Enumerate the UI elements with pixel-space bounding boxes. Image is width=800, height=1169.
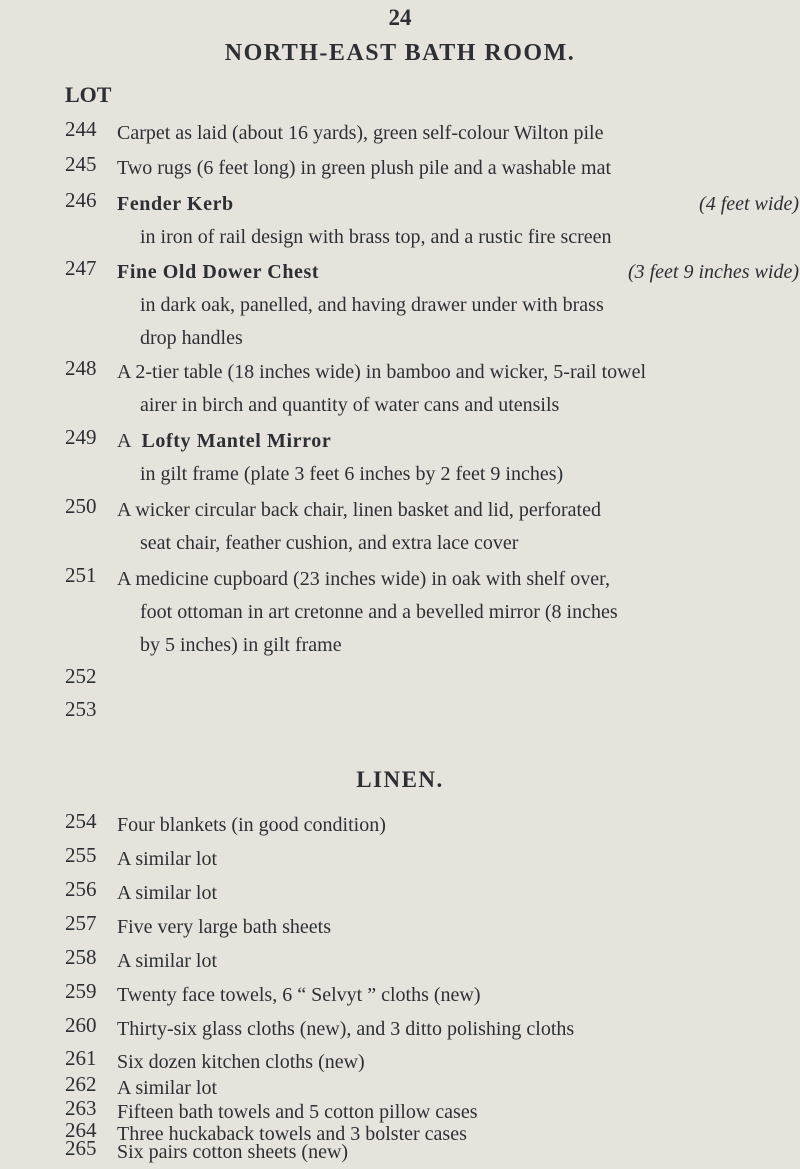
lot-description: Thirty-six glass cloths (new), and 3 ditto polishing cloths bbox=[117, 1018, 575, 1040]
lot-number: 247 bbox=[65, 256, 97, 280]
lot-description: Three huckaback towels and 3 bolster cases bbox=[117, 1123, 467, 1145]
description-line: foot ottoman in art cretonne and a bevelled mirror (8 inches bbox=[140, 601, 618, 623]
description-line: in gilt frame (plate 3 feet 6 inches by 2 feet 9 inches) bbox=[140, 463, 564, 485]
lot-number: 263 bbox=[65, 1096, 97, 1120]
lot-description bbox=[117, 425, 799, 491]
lot-description: A similar lot bbox=[117, 950, 217, 972]
lot-description: A similar lot bbox=[117, 848, 217, 870]
lot-dimensions: (4 feet wide) bbox=[699, 193, 799, 215]
description-line: A wicker circular back chair, linen basket and lid, perforated bbox=[117, 499, 601, 521]
lot-number: 248 bbox=[65, 356, 97, 380]
section-title: LINEN. bbox=[356, 767, 444, 792]
lot-description bbox=[117, 117, 799, 150]
lot-number: 252 bbox=[65, 664, 97, 688]
description-line: A medicine cupboard (23 inches wide) in oak with shelf over, bbox=[117, 568, 610, 590]
description-line: Carpet as laid (about 16 yards), green self-colour Wilton pile bbox=[117, 122, 604, 144]
lot-column-header: LOT bbox=[65, 82, 112, 107]
lot-description: Six pairs cotton sheets (new) bbox=[117, 1141, 349, 1163]
lot-number: 256 bbox=[65, 877, 97, 901]
lot-description: Fifteen bath towels and 5 cotton pillow cases bbox=[117, 1101, 478, 1123]
lot-number: 257 bbox=[65, 911, 97, 935]
lot-description: Five very large bath sheets bbox=[117, 916, 332, 938]
description-line: in dark oak, panelled, and having drawer under with brass bbox=[140, 294, 604, 316]
lot-description: A similar lot bbox=[117, 882, 217, 904]
lot-description: Twenty face towels, 6 “ Selvyt ” cloths (new) bbox=[117, 984, 481, 1006]
lot-description bbox=[117, 188, 799, 254]
lot-number: 261 bbox=[65, 1046, 97, 1070]
lot-description bbox=[117, 256, 799, 355]
lot-number: 246 bbox=[65, 188, 97, 212]
lot-description bbox=[117, 356, 799, 422]
lot-number: 260 bbox=[65, 1013, 97, 1037]
page-number: 24 bbox=[388, 5, 412, 30]
lot-description bbox=[117, 152, 799, 185]
lot-number: 255 bbox=[65, 843, 97, 867]
lot-article: A bbox=[117, 430, 132, 452]
description-line: in iron of rail design with brass top, and a rustic fire screen bbox=[140, 226, 612, 248]
lot-number: 265 bbox=[65, 1136, 97, 1160]
lot-dimensions: (3 feet 9 inches wide) bbox=[627, 261, 799, 283]
lot-number: 264 bbox=[65, 1118, 97, 1142]
lot-number: 251 bbox=[65, 563, 97, 587]
lot-number: 259 bbox=[65, 979, 97, 1003]
lot-number: 253 bbox=[65, 697, 97, 721]
lot-number: 245 bbox=[65, 152, 97, 176]
lot-description bbox=[117, 494, 799, 560]
lot-number: 258 bbox=[65, 945, 97, 969]
lot-title: Fender Kerb bbox=[117, 193, 234, 215]
description-line: Two rugs (6 feet long) in green plush pile and a washable mat bbox=[117, 157, 612, 179]
lot-title: Fine Old Dower Chest bbox=[117, 261, 320, 283]
lot-title: Lofty Mantel Mirror bbox=[141, 430, 332, 452]
description-line: A 2-tier table (18 inches wide) in bamboo and wicker, 5-rail towel bbox=[117, 361, 647, 383]
lot-number: 249 bbox=[65, 425, 97, 449]
lot-description bbox=[117, 563, 799, 662]
description-line: airer in birch and quantity of water cans and utensils bbox=[140, 394, 560, 416]
lot-number: 244 bbox=[65, 117, 97, 141]
description-line: by 5 inches) in gilt frame bbox=[140, 634, 342, 656]
lot-number: 262 bbox=[65, 1072, 97, 1096]
lot-number: 254 bbox=[65, 809, 97, 833]
lot-number: 250 bbox=[65, 494, 97, 518]
lot-description: Four blankets (in good condition) bbox=[117, 814, 386, 836]
lot-description: A similar lot bbox=[117, 1077, 217, 1099]
description-line: drop handles bbox=[140, 327, 243, 349]
section-title: NORTH-EAST BATH ROOM. bbox=[224, 40, 576, 66]
lot-description: Six dozen kitchen cloths (new) bbox=[117, 1051, 365, 1073]
description-line: seat chair, feather cushion, and extra lace cover bbox=[140, 532, 519, 554]
